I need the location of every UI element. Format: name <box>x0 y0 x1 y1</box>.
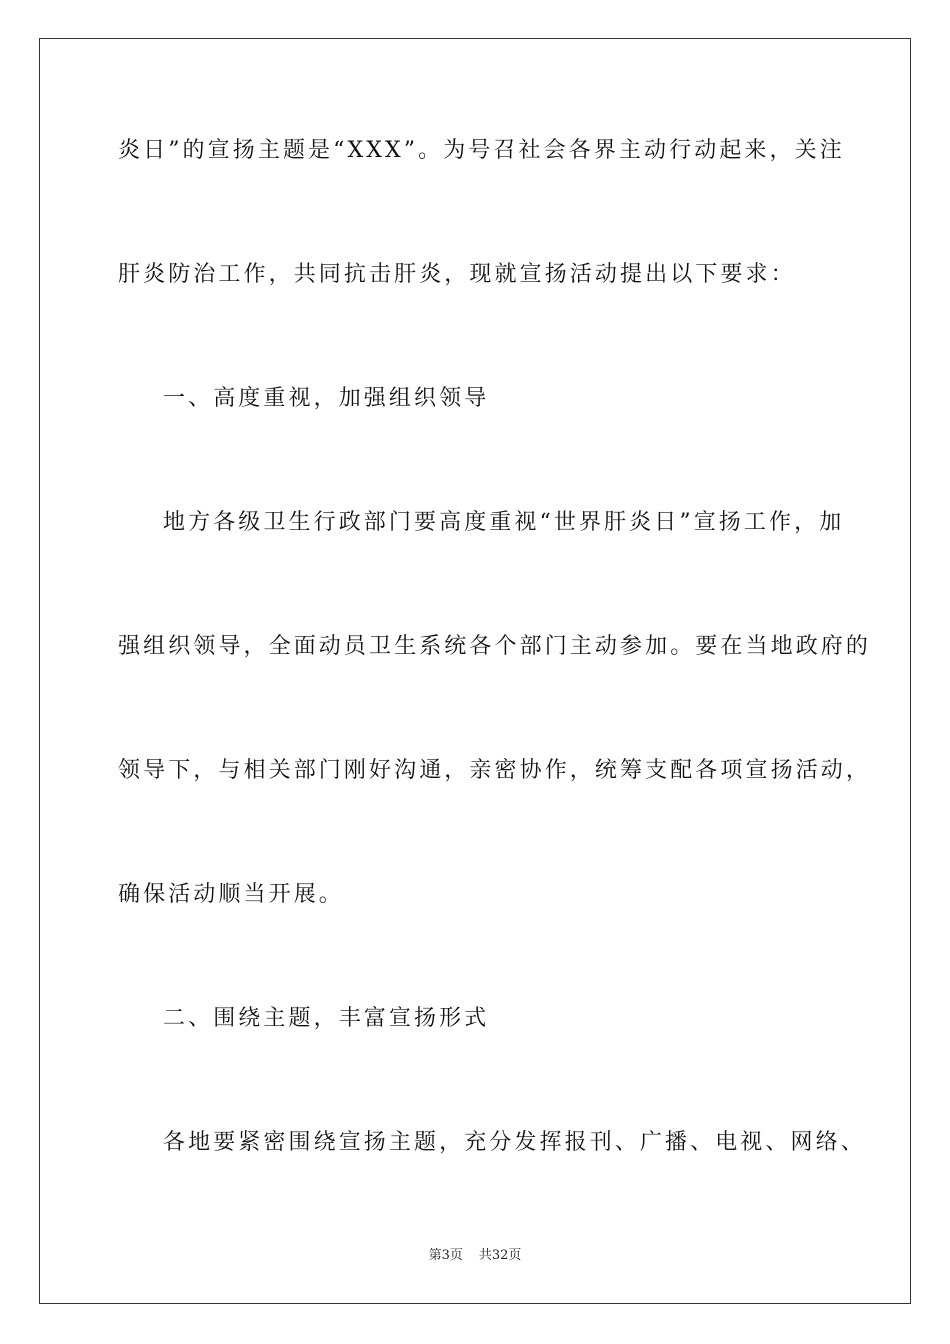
section-heading: 一、高度重视，加强组织领导 <box>163 386 490 411</box>
paragraph-line: 确保活动顺当开展。 <box>118 882 344 907</box>
paragraph-line: 地方各级卫生行政部门要高度重视“世界肝炎日”宣扬工作，加 <box>163 510 845 535</box>
paragraph-line: 炎日”的宣扬主题是“XXX”。为号召社会各界主动行动起来，关注 <box>118 138 845 163</box>
paragraph-line: 肝炎防治工作，共同抗击肝炎，现就宣扬活动提出以下要求： <box>118 262 796 287</box>
page-footer <box>0 1247 950 1265</box>
section-heading: 二、围绕主题，丰富宣扬形式 <box>163 1006 490 1031</box>
page-border <box>39 38 911 1304</box>
paragraph-line: 领导下，与相关部门刚好沟通，亲密协作，统筹支配各项宣扬活动， <box>118 758 872 783</box>
paragraph-line: 强组织领导，全面动员卫生系统各个部门主动参加。要在当地政府的 <box>118 634 872 659</box>
paragraph-line: 各地要紧密围绕宣扬主题，充分发挥报刊、广播、电视、网络、 <box>163 1130 866 1155</box>
page-number: 第3页 <box>428 1248 463 1263</box>
page-total: 共32页 <box>478 1248 522 1263</box>
